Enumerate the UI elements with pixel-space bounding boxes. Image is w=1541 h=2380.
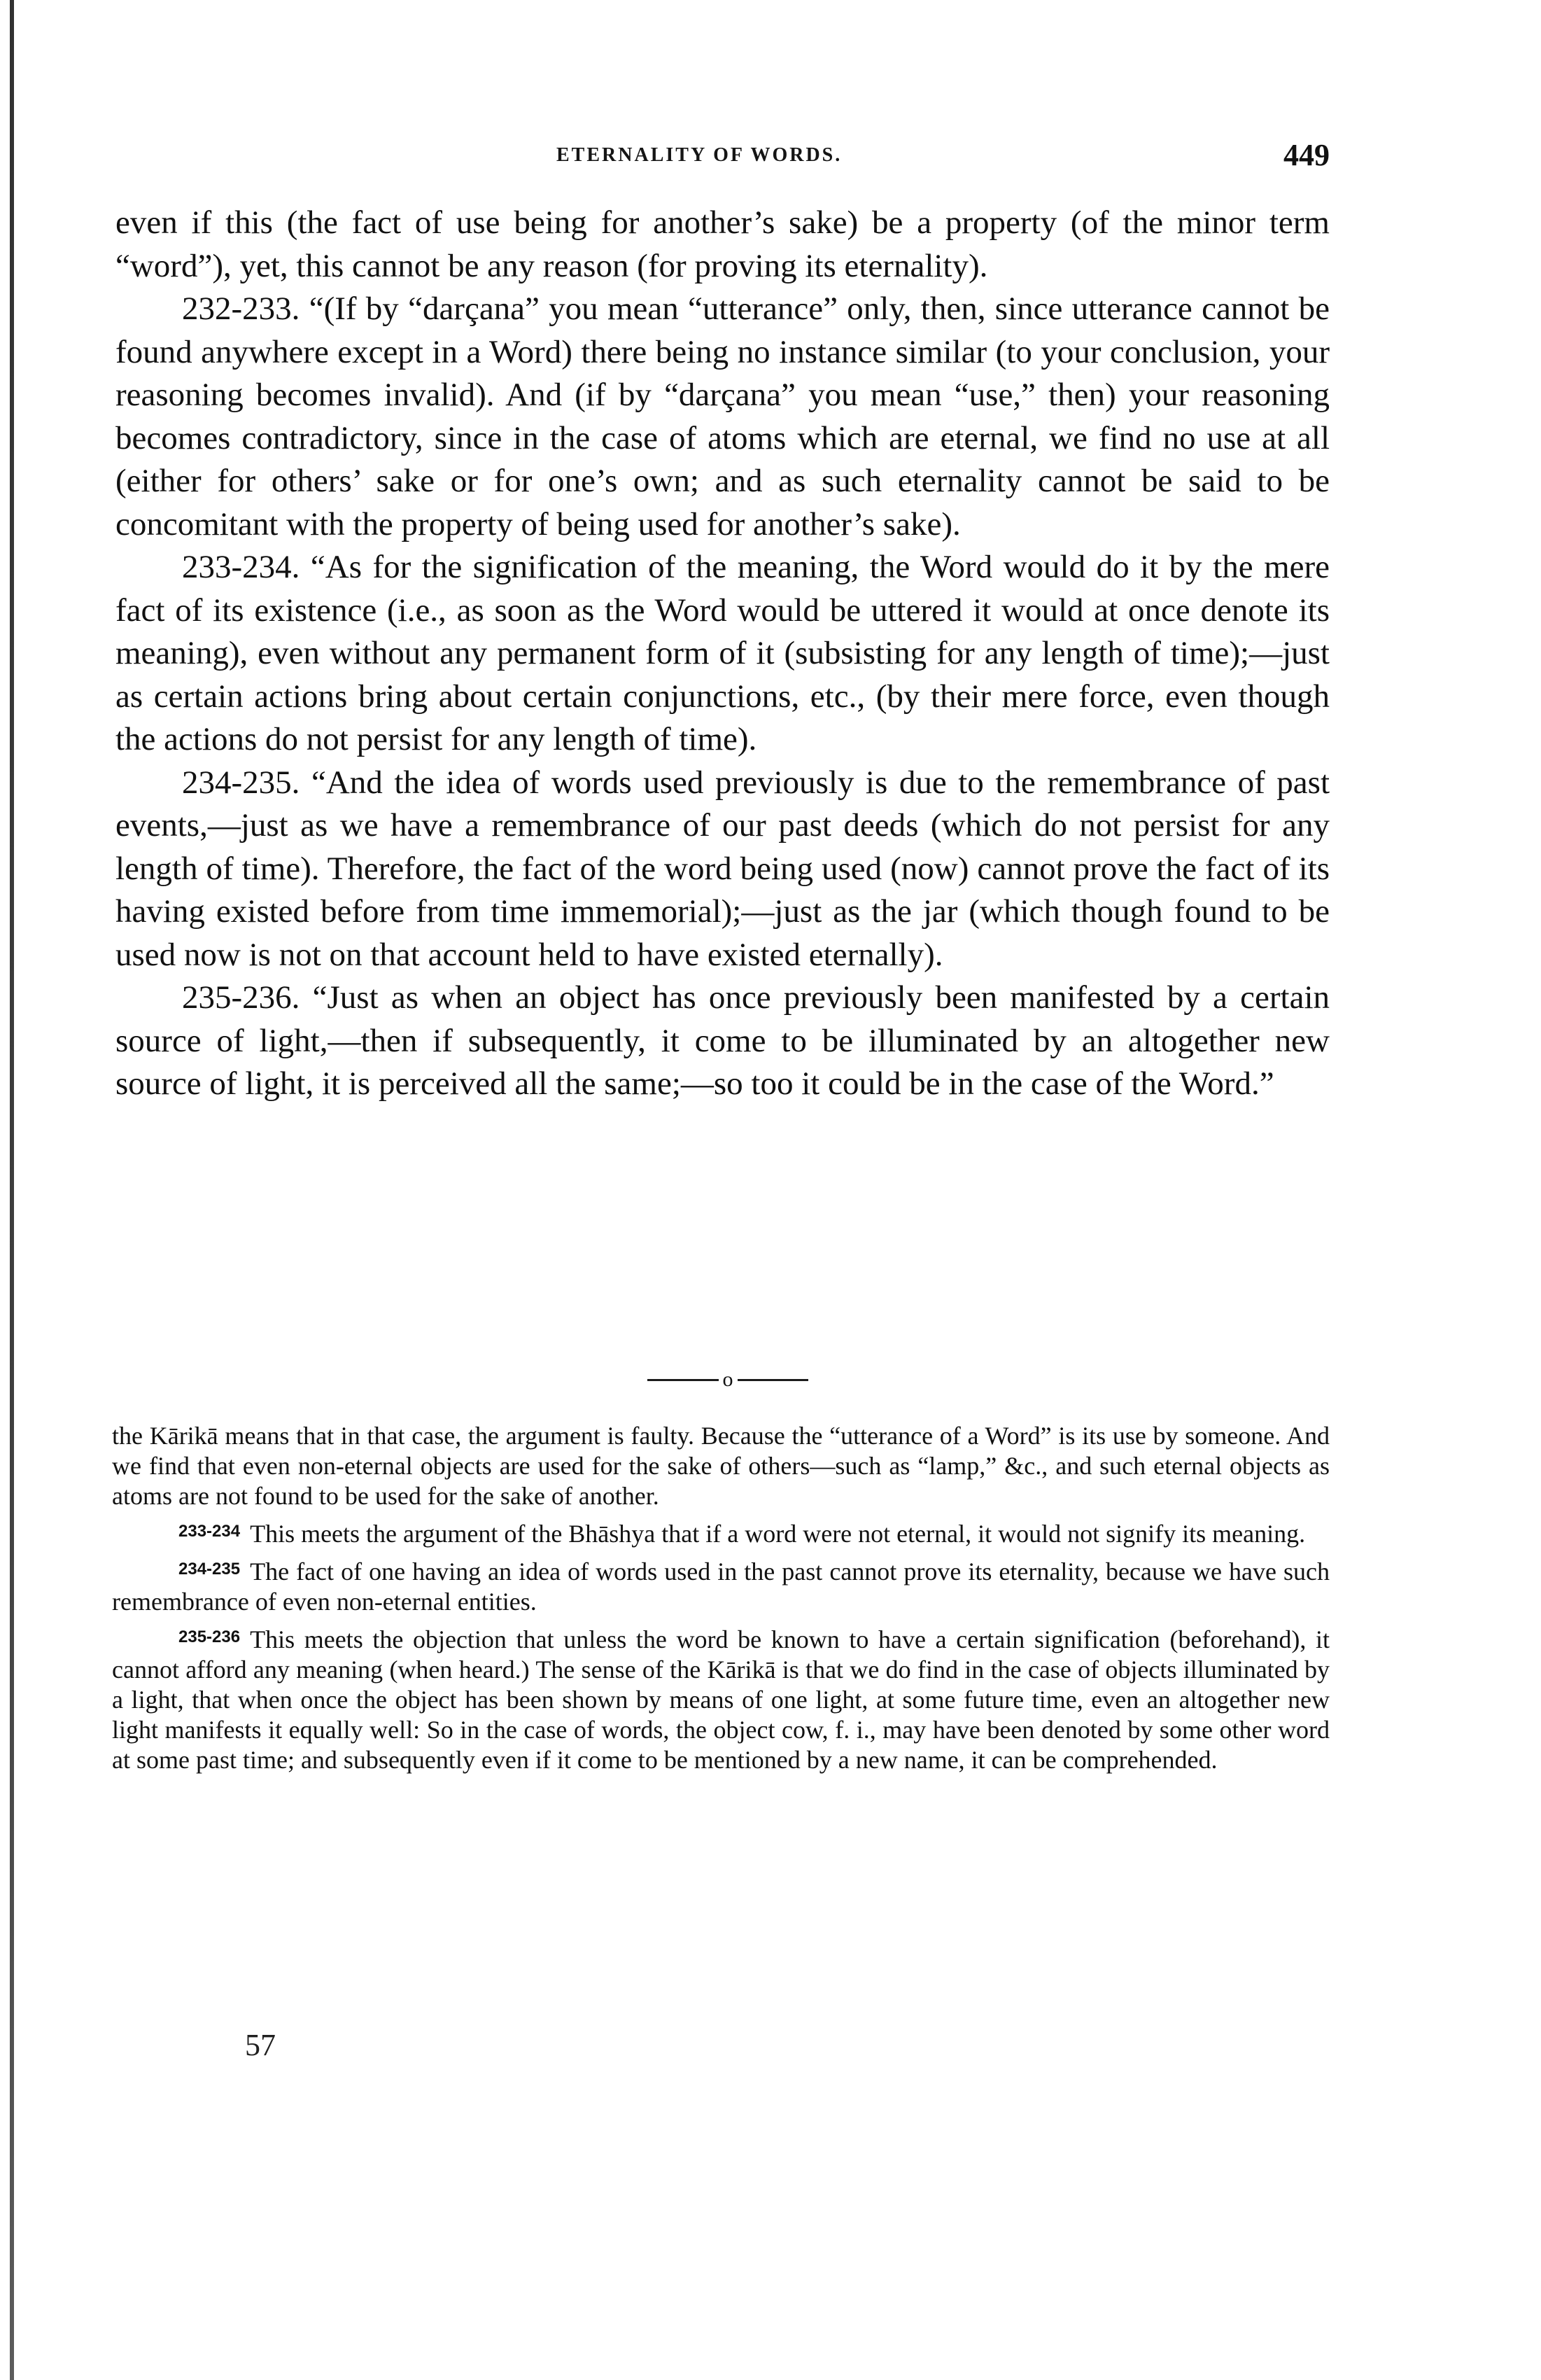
verse-text: “As for the signification of the meaning, the Word would do it by the mere fact of its existence (i.e., as soon as the Word would be uttered it would at once denote its meaning), even without any permanent form of it (subsisting for any length of time);—just as certain actions bring about certain conjunctions, etc., (by their mere force, even though the actions do not persist for any length of time). — [115, 549, 1330, 757]
verse-paragraph — [115, 762, 1330, 977]
verse-text: “And the idea of words used previously is due to the remembrance of past events,—just as we have a remembrance of our past deeds (which do not persist for any length of time). Therefore, the fact of the word being used (now) cannot prove the fact of its having existed before from time immemorial);—just as the jar (which though found to be used now is not on that account held to have existed eternally). — [115, 764, 1330, 973]
divider-mark: o — [722, 1368, 733, 1391]
verse-number: 233-234. — [182, 549, 300, 585]
verse-number: 232-233. — [182, 290, 300, 327]
verse-paragraph — [115, 976, 1330, 1106]
footnote-continuation: the Kārikā means that in that case, the argument is faulty. Because the “utterance of a Word” is its use by someone. And we find that even non-eternal objects are used for the sake of others—such as “lamp,” &c., and such eternal objects as atoms are not found to be used for the sake of another. — [112, 1422, 1330, 1510]
footnote-text: This meets the argument of the Bhāshya that if a word were not eternal, it would not signify its meaning. — [250, 1520, 1306, 1548]
divider-rule-right — [738, 1379, 809, 1381]
page-header — [115, 137, 1330, 186]
verse-number: 234-235. — [182, 764, 300, 801]
verse-number: 235-236. — [182, 979, 300, 1016]
scan-edge-line — [10, 0, 14, 2380]
running-head: ETERNALITY OF WORDS. — [556, 144, 843, 166]
page-number: 449 — [1283, 138, 1330, 172]
footnote — [112, 1557, 1330, 1617]
footnotes — [112, 1421, 1330, 1783]
footnote — [112, 1519, 1330, 1549]
verse-text: “Just as when an object has once previously been manifested by a certain source of light,—then if subsequently, it come to be illuminated by an altogether new source of light, it is perceived all the same;—so too it could be in the case of the Word.” — [115, 979, 1330, 1102]
footnote-number: 233-234 — [178, 1522, 241, 1541]
verse-paragraph — [115, 546, 1330, 762]
verse-paragraph — [115, 288, 1330, 546]
main-text — [115, 202, 1330, 1106]
footnote-number: 234-235 — [178, 1560, 241, 1578]
continuation-paragraph: even if this (the fact of use being for another’s sake) be a property (of the minor term “word”), yet, this cannot be any reason (for proving its eternality). — [115, 204, 1330, 284]
footnote-number: 235-236 — [178, 1628, 241, 1646]
verse-text: “(If by “darçana” you mean “utterance” only, then, since utterance cannot be found anywhere except in a Word) there being no instance similar (to your conclusion, your reasoning becomes invalid). And (if by “darçana” you mean “use,” then) your reasoning becomes contradictory, since in the case of atoms which are eternal, we find no use at all (either for others’ sake or for one’s own; and as such eternality cannot be said to be concomitant with the property of being used for another’s sake). — [115, 290, 1330, 542]
footnote-text: The fact of one having an idea of words used in the past cannot prove its eternality, because we have such remembrance of even non-eternal entities. — [112, 1558, 1330, 1616]
footnote — [112, 1625, 1330, 1775]
section-divider — [647, 1369, 808, 1390]
divider-rule-left — [647, 1379, 719, 1381]
signature-mark: 57 — [245, 2028, 276, 2062]
footnote-text: This meets the objection that unless the word be known to have a certain signification (beforehand), it cannot afford any meaning (when heard.) The sense of the Kārikā is that we do find in the case of objects illuminated by a light, that when once the object has been shown by means of one light, at some future time, even an altogether new light manifests it equally well: So in the case of words, the object cow, f. i., may have been denoted by some other word at some past time; and subsequently even if it come to be mentioned by a new name, it can be comprehended. — [112, 1625, 1330, 1774]
